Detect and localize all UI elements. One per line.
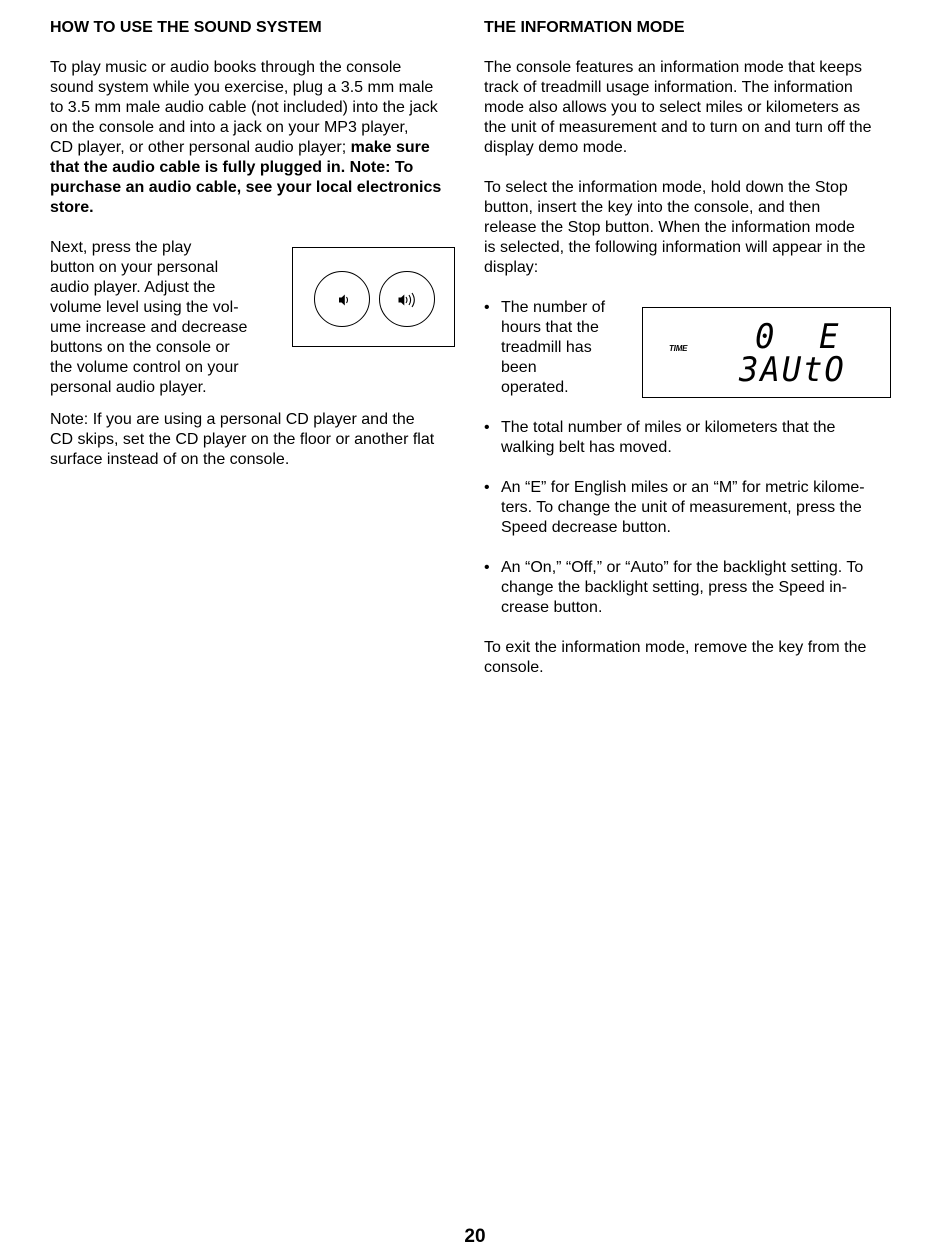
display-bottom-row: 3AUtO bbox=[739, 350, 846, 390]
text-line: surface instead of on the console. bbox=[50, 451, 290, 468]
text-line: to 3.5 mm male audio cable (not included) into the jack bbox=[50, 99, 438, 116]
text-line bbox=[50, 138, 465, 158]
text-line: volume level using the vol- bbox=[50, 299, 239, 316]
text-line: The total number of miles or kilometers that the bbox=[501, 419, 836, 436]
text-line: mode also allows you to select miles or kilometers as bbox=[484, 99, 861, 116]
exit-mode-paragraph bbox=[484, 638, 894, 678]
text-line: buttons on the console or bbox=[50, 339, 230, 356]
bullet-icon: • bbox=[484, 559, 490, 576]
information-mode-intro bbox=[484, 58, 894, 158]
text-line: the unit of measurement and to turn on and turn off the bbox=[484, 119, 872, 136]
page-number: 20 bbox=[464, 1226, 486, 1247]
select-mode-paragraph bbox=[484, 178, 894, 278]
text-line: The number of bbox=[501, 299, 606, 316]
text-line: console. bbox=[484, 659, 544, 676]
text-line: the volume control on your bbox=[50, 359, 239, 376]
sound-system-paragraph bbox=[50, 58, 465, 218]
volume-increase-icon bbox=[380, 272, 436, 328]
text-line: ters. To change the unit of measurement, press the bbox=[501, 499, 862, 516]
display-top-row: 0 E bbox=[755, 317, 841, 357]
text-line: An “On,” “Off,” or “Auto” for the backlight setting. To bbox=[501, 559, 864, 576]
text-line: treadmill has bbox=[501, 339, 592, 356]
text-line: ume increase and decrease bbox=[50, 319, 248, 336]
bullet-icon: • bbox=[484, 419, 490, 436]
time-label: TIME bbox=[669, 344, 688, 353]
text-line: An “E” for English miles or an “M” for metric kilome- bbox=[501, 479, 865, 496]
text-line: is selected, the following information will appear in the bbox=[484, 239, 866, 256]
text-line: Next, press the play bbox=[50, 239, 192, 256]
text-line: Note: If you are using a personal CD player and the bbox=[50, 411, 415, 428]
text-line: change the backlight setting, press the Speed in- bbox=[501, 579, 847, 596]
text-line: To exit the information mode, remove the key from the bbox=[484, 639, 867, 656]
volume-decrease-button bbox=[314, 271, 370, 327]
bold-text-line: store. bbox=[50, 199, 94, 216]
list-item bbox=[484, 478, 894, 538]
text-line: display demo mode. bbox=[484, 139, 628, 156]
list-item bbox=[484, 558, 894, 618]
text-line: on the console and into a jack on your MP3 player, bbox=[50, 119, 409, 136]
text-line: crease button. bbox=[501, 599, 603, 616]
text-line: To select the information mode, hold down the Stop bbox=[484, 179, 848, 196]
text-line: display: bbox=[484, 259, 539, 276]
text-line: operated. bbox=[501, 379, 569, 396]
text-run: CD player, or other personal audio player; bbox=[50, 139, 351, 156]
text-line: been bbox=[501, 359, 537, 376]
text-line: To play music or audio books through the console bbox=[50, 59, 402, 76]
left-column bbox=[50, 18, 465, 470]
sound-system-heading: HOW TO USE THE SOUND SYSTEM bbox=[50, 19, 322, 36]
cd-note-paragraph bbox=[50, 410, 465, 470]
text-line: track of treadmill usage information. The information bbox=[484, 79, 853, 96]
volume-increase-button bbox=[379, 271, 435, 327]
text-line: button on your personal bbox=[50, 259, 219, 276]
text-line: CD skips, set the CD player on the floor or another flat bbox=[50, 431, 435, 448]
text-line: hours that the bbox=[501, 319, 599, 336]
bold-text-line: that the audio cable is fully plugged in. Note: To bbox=[50, 159, 414, 176]
bullet-icon: • bbox=[484, 299, 490, 316]
bullet-icon: • bbox=[484, 479, 490, 496]
list-item bbox=[484, 418, 894, 458]
text-line: release the Stop button. When the information mode bbox=[484, 219, 855, 236]
text-line: sound system while you exercise, plug a 3.5 mm male bbox=[50, 79, 434, 96]
information-mode-heading: THE INFORMATION MODE bbox=[484, 19, 685, 36]
text-line: The console features an information mode that keeps bbox=[484, 59, 862, 76]
text-line: audio player. Adjust the bbox=[50, 279, 216, 296]
volume-decrease-icon bbox=[315, 272, 371, 328]
bold-text-run: make sure bbox=[350, 139, 430, 156]
text-line: walking belt has moved. bbox=[501, 439, 672, 456]
text-line: personal audio player. bbox=[50, 379, 207, 396]
information-display-figure bbox=[642, 307, 891, 398]
text-line: Speed decrease button. bbox=[501, 519, 671, 536]
volume-buttons-figure bbox=[292, 247, 455, 347]
bold-text-line: purchase an audio cable, see your local electronics bbox=[50, 179, 442, 196]
text-line: button, insert the key into the console, and then bbox=[484, 199, 821, 216]
